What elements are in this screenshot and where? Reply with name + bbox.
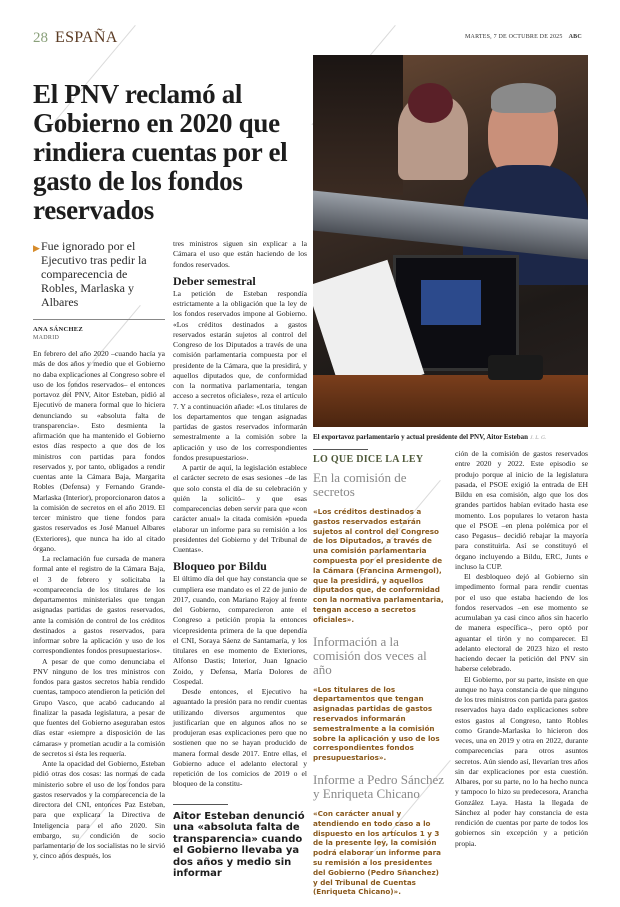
divider	[313, 449, 368, 450]
subhead: Deber semestral	[173, 273, 256, 288]
paragraph: A partir de aquí, la legislación establece el carácter secreto de esas sesiones –de las que solo consta el día de su celebración y quién la solicitó– y que esas comparecencias deben servir para que «con carácter anual» la citada comisión «pueda elaborar un informe para su remisión a los presidentes del Gobierno y del Tribunal de Cuentas».	[173, 463, 307, 554]
headline: El PNV reclamó al Gobierno en 2020 que rindiera cuentas por el gasto de los fondos reservados	[33, 79, 288, 225]
author: ANA SÁNCHEZ	[33, 326, 84, 333]
divider	[173, 804, 228, 805]
article-left-block	[33, 80, 307, 880]
sidebar-heading: Información a la comisión dos veces al año	[313, 633, 427, 677]
section-title: ESPAÑA	[55, 29, 118, 46]
caption-text: El exportavoz parlamentario y actual presidente del PNV, Aitor Esteban	[313, 433, 529, 441]
photo-aitor-esteban	[313, 55, 588, 427]
column-1	[33, 239, 165, 862]
article-right-block	[313, 55, 588, 907]
paragraph: A pesar de que como denunciaba el PNV ninguno de los tres ministros con fondos para gastos secretos había rendido cuentas, tampoco atendieron la petición del Grupo Vasco, que acabó caducando al finalizar la pasada legislatura, a pesar de que fuentes del Gobierno aseguraban estos días estar «siempre a disposición de las cámaras» y prometían acudir a la comisión de secretos si ésta les requería.	[33, 656, 165, 758]
paragraph: La reclamación fue cursada de manera formal ante el registro de la Cámara Baja, el 3 de febrero y solicitaba la «comparecencia de los titulares de los departamentos ministeriales que tengan asignadas partidas de gastos reservados, ante la comisión de control de los créditos destinados a gastos reservados, para informar sobre la aplicación y uso de los correspondientes fondos presupuestarios».	[33, 554, 165, 656]
photo-dark-area	[313, 55, 403, 195]
lede	[33, 239, 165, 309]
triangle-bullet-icon: ▶	[33, 243, 40, 253]
right-columns	[313, 449, 588, 907]
body-column-1	[33, 349, 165, 862]
brand-text: ABC	[568, 34, 582, 40]
photo-phone	[488, 355, 543, 380]
sidebar-quote: «Los créditos destinados a gastos reservados estarán sujetos al control del Congreso de los Diputados, a través de una comisión parlamentaria compuesta por el presidente de la Cámara (Francina Armengol), que la presidirá, y aquellos diputados que, de conformidad con la normativa parlamentaria, tengan acceso a secretos oficiales».	[313, 507, 444, 624]
photo-screen-content	[421, 280, 481, 325]
paragraph: La petición de Esteban respondía estrictamente a la obligación que la ley de los fondos reservados impone al Gobierno. «Los créditos destinados a gastos reservados estarán sujetos al control del Congreso de los Diputados a través de una comisión parlamentaria compuesta por el presidente de la Cámara, que la presidirá, y aquellos diputados que, de conformidad con la normativa parlamentaria, tengan acceso a secretos oficiales», reza el artículo 7. Y a continuación añade: «Los titulares de los departamentos que tengan asignadas partidas de gastos reservados informarán semestralmente a la comisión sobre la aplicación y uso de los correspondientes fondos presupuestarios».	[173, 288, 307, 462]
sidebar-quote: «Los titulares de los departamentos que tengan asignadas partidas de gastos reservados informarán semestralmente a la comisión sobre la aplicación y uso de los correspondientes fondos presupuestarios».	[313, 684, 440, 763]
location: MADRID	[33, 335, 60, 341]
paragraph: El último día del que hay constancia que se cumpliera ese mandato es el 22 de junio de 2017, cuando, con Mariano Rajoy al frente del Gobierno, comparecieron ante el Congreso a petición propia la entonces vicepresidenta primera de la que dependía el CNI, Soraya Sáenz de Santamaría, y los titulares en ese momento de Exteriores, Alfonso Dastis; Interior, Juan Ignacio Zoido, y Defensa, María Dolores de Cospedal.	[173, 574, 307, 686]
sidebar-label: LO QUE DICE LA LEY	[313, 454, 424, 465]
date-text: MARTES, 7 DE OCTUBRE DE 2025	[465, 34, 563, 40]
photo-credit: J. L. G.	[530, 435, 547, 441]
sidebar-heading: En la comisión de secretos	[313, 470, 407, 499]
lede-text: Fue ignorado por el Ejecutivo tras pedir la comparecencia de Robles, Marlaska y Albares	[41, 239, 147, 309]
paragraph: En febrero del año 2020 –cuando hacía ya más de dos años y medio que el Gobierno no daba explicaciones al Congreso sobre el uso de los fondos reservados– el entonces portavoz del PNV, Aitor Esteban, pidió al Ejecutivo de manera formal que lo hiciera denunciando su «absoluta falta de transparencia». Esto desmienta la afirmación que ha mantenido el Gobierno estos días respecto a que dos de los ministros con partidas para fondos reservados y, por tanto, obligados a rendir cuentas ante la Cámara Baja, Margarita Robles (Defensa) y Fernando Grande-Marlaska (Interior), proporcionaron datos a la comisión de secretos en el año 2019. El tercer ministro que tiene fondos para gastos reservados es José Manuel Albares (Exteriores), que nunca ha ido al citado órgano.	[33, 349, 165, 553]
sidebar-quote: «Con carácter anual y atendiendo en todo caso a lo dispuesto en los artículos 1 y 3 de la presente ley, la comisión podrá elaborar un informe para su remisión a los presidentes del Gobierno (Pedro Sñanchez) y del Tribunal de Cuentas (Enriqueta Chicano)».	[313, 808, 442, 897]
pull-quote: Aitor Esteban denunció una «absoluta falta de transparencia» cuando el Gobierno llevaba ya dos años y medio sin informar	[173, 810, 305, 879]
issue-date	[465, 34, 582, 40]
body-column-2	[173, 239, 307, 790]
subhead: Bloqueo por Bildu	[173, 559, 267, 574]
article-columns	[33, 239, 307, 880]
photo-wood-desk	[313, 375, 588, 427]
paragraph: Ante la opacidad del Gobierno, Esteban pidió otras dos cosas: las normas de cada ministerio sobre el uso de los fondos para gastos reservados y la comparecencia de la directora del CNI, entonces Paz Esteban, para que explicara la Directiva de Inteligencia para el año 2020. Sin embargo, su condición de socio parlamentario de los socialistas no le sirvió y, cinco años después, los	[33, 759, 165, 861]
body-column-4	[455, 449, 588, 849]
page-number: 28	[33, 30, 48, 46]
paragraph: tres ministros siguen sin explicar a la Cámara el uso que están haciendo de los fondos reservados.	[173, 239, 307, 269]
column-2	[173, 239, 307, 880]
divider	[33, 319, 165, 320]
photo-caption	[313, 433, 588, 443]
paragraph: Desde entonces, el Ejecutivo ha aguantado la presión para no rendir cuentas utilizando diversos argumentos que justificarían que en algunos años no se produjeran esas explicaciones pero que no sostienen que no se hayan producido de manera formal desde 2017. Entre ellas, el Gobierno aduce el adelanto electoral y repetición de los comicios de 2019 o el bloqueo de la constitu-	[173, 687, 307, 789]
sidebar-lo-que-dice-la-ley	[313, 449, 445, 907]
paragraph: El Gobierno, por su parte, insiste en que aunque no haya constancia de que ninguno de los tres ministros con partida para gastos reservados haya dado explicaciones sobre estos gastos al Congreso, tanto Robles como Grande-Marlaska lo hicieron dos veces, una en 2019 y otra en 2022, durante comparecencias para otros asuntos secretos. Aún siendo así, llevarían tres años sin dar explicaciones por esta cuestión. Albares, por su parte, no lo ha hecho nunca y tampoco lo hizo su predecesora, Arancha González Laya. Hasta la llegada de Sánchez al poder hay constancia de esta rendición de cuentas por parte de todos los gobiernos sin excepción y a petición propia.	[455, 674, 588, 848]
sidebar-heading: Informe a Pedro Sánchez y Enriqueta Chicano	[313, 771, 445, 801]
paragraph: El desbloqueo dejó al Gobierno sin impedimento formal para rendir cuentas por el uso que estaba haciendo de los fondos reservados –en ese momento se acumulaban ya casi cinco años sin hacerlo de manera específica–, pero optó por aguantar el tirón y no comparecer. El adelanto electoral de 2023 hizo el resto haciendo decaer la petición del PNV sin haberse celebrado.	[455, 572, 588, 674]
photo-grey-hair	[491, 83, 556, 113]
paragraph: ción de la comisión de gastos reservados entre 2020 y 2022. Este episodio se produjo porque al inicio de la legislatura pasada, el PSOE exigió la entrada de EH Bildu en esa comisión, algo que los dos grandes partidos habían evitado hasta ese momento. Los populares lo vetaron hasta que el PSOE –en plena polémica por el caso Pegasus– decidió rebajar la mayoría para constituirla. Así se constituyó el órgano incluyendo a Bildu, ERC, Junts e incluso la CUP.	[455, 449, 588, 571]
photo-hair	[408, 83, 453, 123]
